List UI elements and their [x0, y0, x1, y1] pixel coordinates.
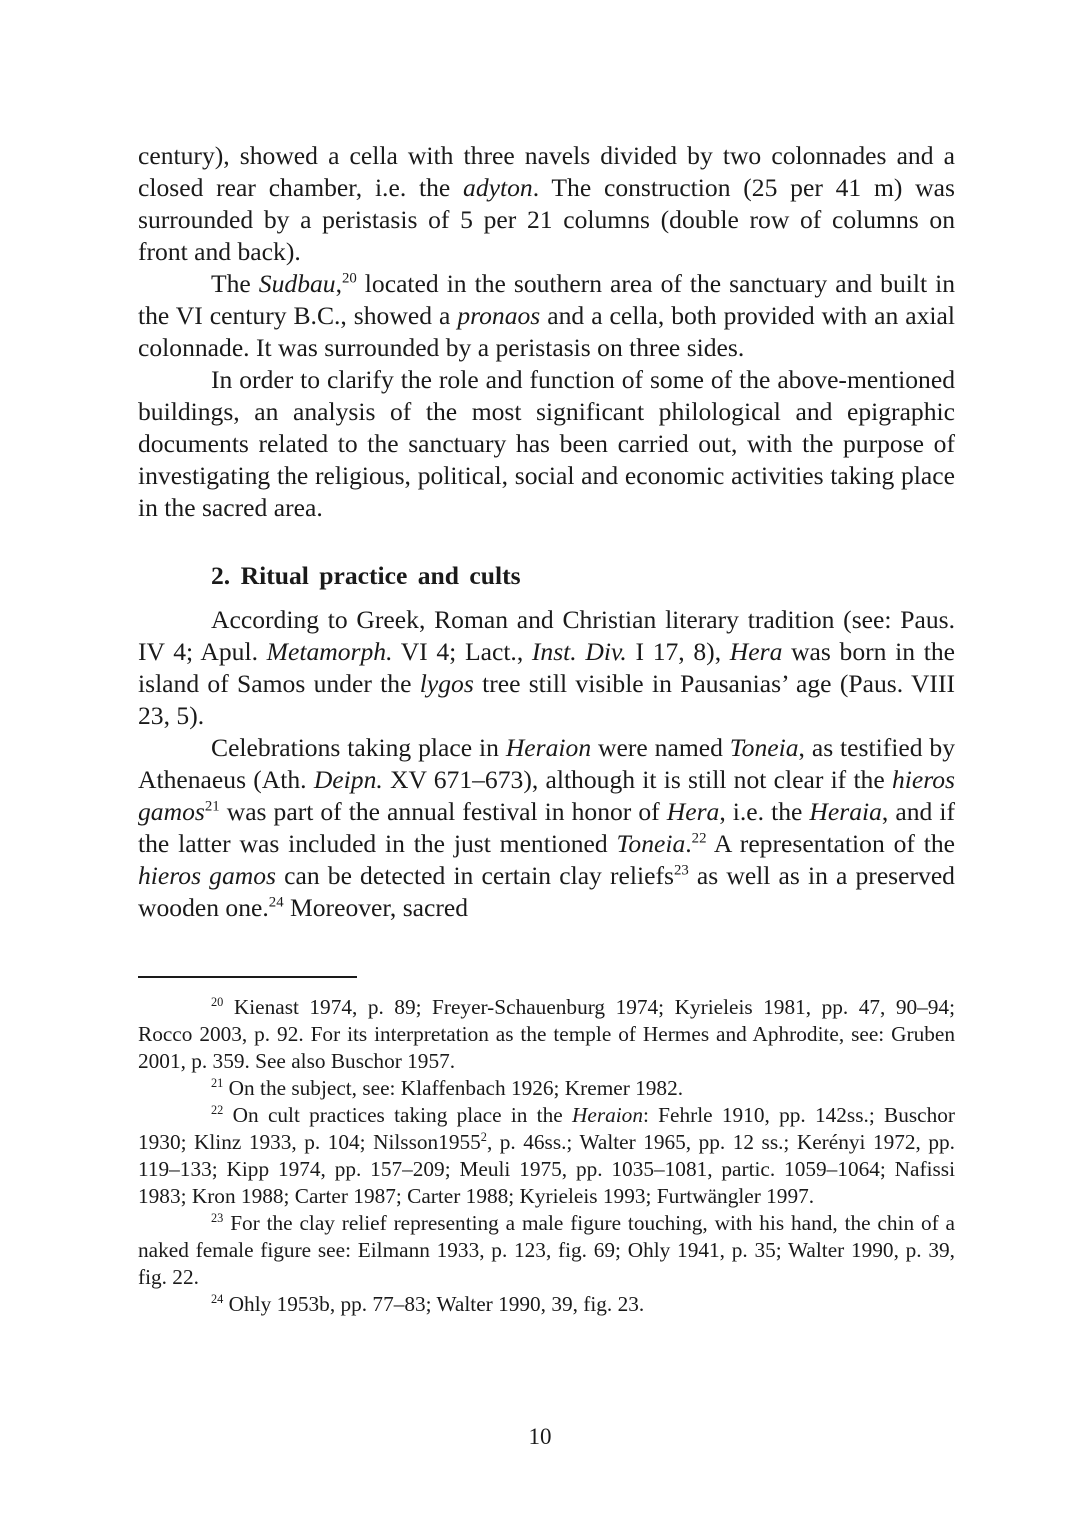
text-run: , p. 46ss.; Walter 1965, pp. 12 ss.; Kerényi 1972, pp. 119–133; Kipp 1974, pp. 157–209; Meuli 1975, pp. 1035–1081, partic. 1059–1064; Nafissi 1983; Kron 1988; Carter 1987; Carter 1988; Kyrieleis 1993; Furtwängler 1997. [138, 1130, 955, 1208]
text-run: According to Greek, Roman and Christian literary tradition (see: Paus. IV 4; Apul. [138, 605, 955, 666]
text-run: On cult practices taking place in the [223, 1103, 572, 1127]
note-ref: 21 [211, 1075, 224, 1090]
italic-text: Toneia [729, 733, 799, 762]
text-run: . The construction (25 per 41 m) was surrounded by a peristasis of 5 per 21 columns (double row of columns on front and back). [138, 173, 955, 266]
text-run: Moreover, sacred [283, 893, 469, 922]
text-run: For the clay relief representing a male figure touching, with his hand, the chin of a naked female figure see: Eilmann 1933, p. 123, fig. 69; Ohly 1941, p. 35; Walter 1990, p. 39, fig. 22. [138, 1211, 955, 1289]
text-run: Kienast 1974, p. 89; Freyer-Schauenburg 1974; Kyrieleis 1981, pp. 47, 90–94; Rocco 2003, p. 92. For its interpretation as the temple of Hermes and Aphrodite, see: Gruben 2001, p. 359. See also Buschor 1957. [138, 995, 955, 1073]
note-ref: 22 [211, 1102, 224, 1117]
text-run: The [211, 269, 259, 298]
text-run: century), showed a cella with three navels divided by two colonnades and a closed rear chamber, i.e. the [138, 141, 955, 202]
text-run: A representation of the [706, 829, 955, 858]
footnote [138, 1210, 955, 1291]
footnote [138, 1291, 955, 1318]
italic-text: Hera [729, 637, 783, 666]
paragraph [138, 732, 955, 924]
italic-text: Heraion [572, 1103, 643, 1127]
italic-text: Sudbau [258, 269, 336, 298]
page-number: 10 [528, 1424, 552, 1449]
note-ref: 22 [691, 830, 707, 847]
note-ref: 23 [673, 862, 689, 879]
text-run: Celebrations taking place in [211, 733, 506, 762]
text-run: Ohly 1953b, pp. 77–83; Walter 1990, 39, fig. 23. [223, 1292, 645, 1316]
text-run: On the subject, see: Klaffenbach 1926; Kremer 1982. [223, 1076, 684, 1100]
text-run: In order to clarify the role and function of some of the above-mentioned buildings, an analysis of the most significant philological and epigraphic documents related to the sanctuary has been carried out, with the purpose of investigating the religious, political, social and economic activities taking place in the sacred area. [138, 365, 955, 522]
text-run: can be detected in certain clay reliefs [276, 861, 674, 890]
text-run: XV 671–673), although it is still not clear if the [382, 765, 892, 794]
italic-text: Toneia [616, 829, 686, 858]
note-ref: 24 [268, 894, 284, 911]
text-run: was part of the annual festival in honor of [219, 797, 667, 826]
text-run: I 17, 8), [626, 637, 730, 666]
italic-text: Metamorph. [266, 637, 393, 666]
text-run: VI 4; Lact., [392, 637, 532, 666]
note-ref: 20 [341, 270, 357, 287]
footnote [138, 1102, 955, 1210]
text-run: and a cella, both provided with an axial colonnade. It was surrounded by a peristasis on three sides. [138, 301, 955, 362]
text-run: , and if the latter was included in the just mentioned [138, 797, 955, 858]
text-run: as well as in a preserved wooden one. [138, 861, 955, 922]
note-ref: 20 [211, 994, 224, 1009]
italic-text: adyton [463, 173, 533, 202]
note-ref: 23 [211, 1210, 224, 1225]
footnote [138, 1075, 955, 1102]
paragraph [138, 140, 955, 268]
text-run: , i.e. the [719, 797, 810, 826]
text-run: . [685, 829, 692, 858]
body-text [138, 140, 955, 924]
text-run: located in the southern area of the sanctuary and built in the VI century B.C., showed a [138, 269, 955, 330]
italic-text: Inst. Div. [531, 637, 627, 666]
italic-text: pronaos [457, 301, 541, 330]
italic-text: hieros gamos [138, 765, 955, 826]
text-run: , as testified by Athenaeus (Ath. [138, 733, 955, 794]
italic-text: Heraion [505, 733, 592, 762]
text-run: tree still visible in Pausanias’ age (Paus. VIII 23, 5). [138, 669, 955, 730]
footnotes [138, 994, 955, 1318]
paragraph [138, 604, 955, 732]
italic-text: lygos [419, 669, 474, 698]
italic-text: Deipn. [313, 765, 383, 794]
text-run: were named [591, 733, 730, 762]
footnote-separator [138, 976, 357, 978]
italic-text: hieros gamos [138, 861, 276, 890]
paragraph [138, 268, 955, 364]
italic-text: Heraia [809, 797, 882, 826]
paragraph [138, 364, 955, 524]
text-run: was born in the island of Samos under the [138, 637, 955, 698]
note-ref: 24 [211, 1291, 224, 1306]
footnote [138, 994, 955, 1075]
section-heading: 2. Ritual practice and cults [211, 561, 521, 590]
note-ref: 2 [480, 1129, 487, 1144]
note-ref: 21 [204, 798, 220, 815]
text-run: , [335, 269, 342, 298]
italic-text: Hera [666, 797, 720, 826]
text-run: : Fehrle 1910, pp. 142ss.; Buschor 1930; Klinz 1933, p. 104; Nilsson1955 [138, 1103, 956, 1154]
